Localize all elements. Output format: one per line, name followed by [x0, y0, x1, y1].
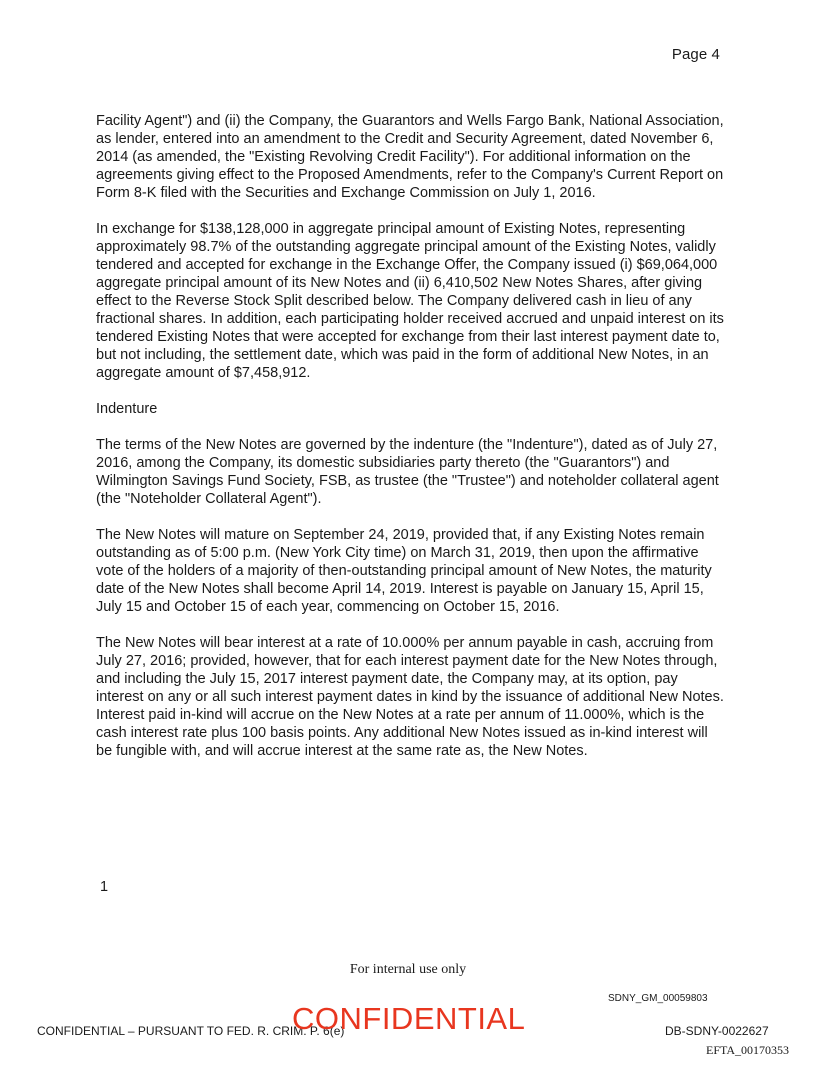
section-heading-indenture: Indenture: [96, 401, 158, 417]
confidential-notice: CONFIDENTIAL – PURSUANT TO FED. R. CRIM. P. 6(e): [37, 1024, 345, 1038]
paragraph-maturity: The New Notes will mature on September 24, 2019, provided that, if any Existing Notes remain outstanding as of 5:00 p.m. (New York City time) on March 31, 2019, then upon the affirmative vote of the holders of a majority of then-outstanding principal amount of New Notes, the maturity date of the New Notes shall become April 14, 2019. Interest is payable on January 15, April 15, July 15 and October 15 of each year, commencing on October 15, 2016.: [96, 527, 712, 615]
paragraph-exchange: In exchange for $138,128,000 in aggregate principal amount of Existing Notes, representing approximately 98.7% of the outstanding aggregate principal amount of the Existing Notes, validly tendered and accepted for exchange in the Exchange Offer, the Company issued (i) $69,064,000 aggregate principal amount of its New Notes and (ii) 6,410,502 New Notes Shares, after giving effect to the Reverse Stock Split described below. The Company delivered cash in lieu of any fractional shares. In addition, each participating holder received accrued and unpaid interest on its tendered Existing Notes that were accepted for exchange from their last interest payment date to, but not including, the settlement date, which was paid in the form of additional New Notes, in an aggregate amount of $7,458,912.: [96, 221, 724, 381]
paragraph-interest: The New Notes will bear interest at a rate of 10.000% per annum payable in cash, accruing from July 27, 2016; provided, however, that for each interest payment date for the New Notes through, and including the July 15, 2017 interest payment date, the Company may, at its option, pay interest on any or all such interest payment dates in kind by the issuance of additional New Notes. Interest paid in-kind will accrue on the New Notes at a rate per annum of 11.000%, which is the cash interest rate plus 100 basis points. Any additional New Notes issued as in-kind interest will be fungible with, and will accrue interest at the same rate as, the New Notes.: [96, 635, 724, 759]
footnote-marker: 1: [100, 879, 109, 895]
efta-bates-number: EFTA_00170353: [706, 1043, 790, 1057]
paragraph-indenture-terms: The terms of the New Notes are governed by the indenture (the "Indenture"), dated as of July 27, 2016, among the Company, its domestic subsidiaries party thereto (the "Guarantors") and Wilmington Savings Fund Society, FSB, as trustee (the "Trustee") and noteholder collateral agent (the "Noteholder Collateral Agent").: [96, 437, 719, 507]
confidential-stamp: CONFIDENTIAL: [292, 1001, 526, 1036]
internal-use-notice: For internal use only: [349, 962, 467, 977]
document-body: [96, 112, 726, 778]
page-number: Page 4: [671, 46, 720, 63]
sdny-gm-bates-number: SDNY_GM_00059803: [608, 993, 708, 1004]
paragraph-credit-facility: Facility Agent") and (ii) the Company, the Guarantors and Wells Fargo Bank, National Association, as lender, entered into an amendment to the Credit and Security Agreement, dated November 6, 2014 (as amended, the "Existing Revolving Credit Facility"). For additional information on the agreements giving effect to the Proposed Amendments, refer to the Company's Current Report on Form 8-K filed with the Securities and Exchange Commission on July 1, 2016.: [96, 113, 724, 201]
db-sdny-bates-number: DB-SDNY-0022627: [665, 1024, 769, 1038]
